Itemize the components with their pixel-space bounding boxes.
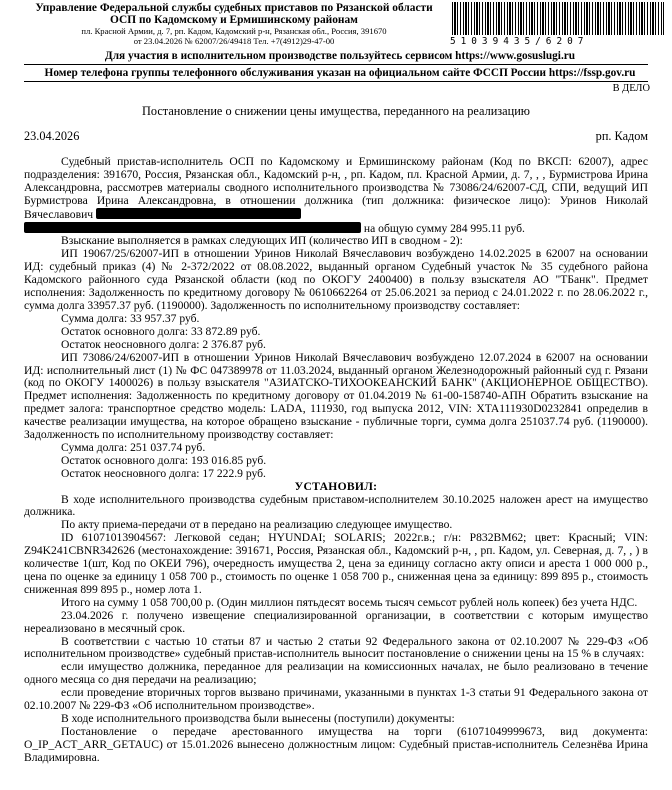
- ip1-main-debt: Остаток основного долга: 33 872.89 руб.: [61, 324, 261, 338]
- case1-paragraph: если имущество должника, переданное для реализации на комиссионных началах, не было реализовано в течение одного месяца со дня передачи на реализацию;: [24, 660, 648, 687]
- organization-header: [24, 2, 444, 46]
- law-paragraph: В соответствии с частью 10 статьи 87 и частью 2 статьи 92 Федерального закона от 02.10.2007 № 229-ФЗ «Об исполнительном производстве» судебный пристав-исполнитель выносит постановление о снижении цены на 15 % в случаях:: [24, 634, 648, 661]
- ip-count-paragraph: Взыскание выполняется в рамках следующих ИП (количество ИП в сводном - 2):: [61, 234, 463, 248]
- org-address: пл. Красной Армии, д. 7, рп. Кадом, Кадомский р-н, Рязанская обл., Россия, 391670: [81, 26, 387, 37]
- notice-received-paragraph: 23.04.2026 г. получено извещение специализированной организации, в соответствии с которым имущество нереализовано в месячный срок.: [24, 608, 648, 635]
- document-title: Постановление о снижении цены имущества, переданного на реализацию: [142, 104, 530, 118]
- v-delo-mark: В ДЕЛО: [612, 83, 650, 94]
- arrest-paragraph: В ходе исполнительного производства судебным приставом-исполнителем 30.10.2025 наложен арест на имущество должника.: [24, 492, 648, 519]
- gosuslugi-notice: Для участия в исполнительном производстве пользуйтесь сервисом https://www.gosuslugi.ru: [104, 50, 576, 62]
- case2-paragraph: если проведение вторичных торгов вызвано причинами, указанными в пунктах 1-3 статьи 91 Федерального закона от 02.10.2007 № 229-ФЗ «Об исполнительном производстве».: [24, 686, 648, 713]
- document-place: рп. Кадом: [595, 129, 648, 143]
- ip2-main-debt: Остаток основного долга: 193 016.85 руб.: [61, 453, 267, 467]
- barcode: [450, 2, 670, 48]
- redacted-block: [96, 208, 301, 219]
- barcode-number: 51039435/6207: [450, 36, 589, 47]
- org-name-line2: ОСП по Кадомскому и Ермишинскому районам: [110, 14, 358, 27]
- intro-paragraph: Судебный пристав-исполнитель ОСП по Кадомскому и Ермишинскому районам (Код по ВКСП: 62007), адрес подразделения: 391670, Россия, Рязанская обл., Кадомский р-н, , рп. Кадом, пл. Красной Армии, д. 7, , , Бурмистрова Ирина Александровна, рассмотрев материалы сводного исполнительного производства № 73086/24/62007-СД, СПИ, ведущий ИП Бурмистрова Ирина Александровна, в отношении должника (тип должника: физическое лицо): Уринов Николай Вячеславович на общую сумму 284 995.11 руб.: [24, 155, 648, 235]
- divider: [24, 81, 648, 82]
- divider: [24, 64, 648, 65]
- decree-paragraph: Постановление о передаче арестованного имущества на торги (61071049999673, вид документа: O_IP_ACT_ARR_GETAUC) от 15.01.2026 вынесено должностным лицом: Судебный пристав-исполнитель Селезнёва Ирина Владимировна.: [24, 724, 648, 764]
- property-paragraph: ID 61071013904567: Легковой седан; HYUNDAI; SOLARIS; 2022г.в.; г/н: Р832ВМ62; цвет: Красный; VIN: Z94K241CBNR342626 (местонахождение: 391671, Россия, Рязанская обл., Кадомский р-н, , рп. Кадом, ул. Северная, д. 7, , ) в количестве 1(шт, Код по ОКЕИ 796), очередность имущества 2, цена за единицу согласно акту описи и ареста 1 000 000 р., цена по оценке за единицу 1 058 700 р., стоимость по оценке 1 058 700 р., сниженная цена за единицу: 899 895 р., стоимость сниженная 899 895 р., номер лота 1.: [24, 531, 648, 596]
- ip2-nonmain-debt: Остаток неосновного долга: 17 222.9 руб.: [61, 466, 266, 480]
- documents-paragraph: В ходе исполнительного производства были вынесены (поступили) документы:: [61, 711, 455, 725]
- document-reference: от 23.04.2026 № 62007/26/49418 Тел. +7(4912)29-47-00: [133, 36, 335, 47]
- total-paragraph: Итого на сумму 1 058 700,00 р. (Один миллион пятьдесят восемь тысяч семьсот рублей ноль копеек) без учета НДС.: [61, 595, 638, 609]
- ip1-debt-amount: Сумма долга: 33 957.37 руб.: [61, 311, 200, 325]
- document-body: [24, 156, 648, 765]
- ip2-debt-amount: Сумма долга: 251 037.74 руб.: [61, 440, 206, 454]
- transfer-paragraph: По акту приема-передачи от в передано на реализацию следующее имущество.: [61, 518, 453, 532]
- org-name-line1: Управление Федеральной службы судебных приставов по Рязанской области: [35, 2, 433, 14]
- phone-notice: Номер телефона группы телефонного обслуживания указан на официальном сайте ФССП России https://fssp.gov.ru: [44, 67, 636, 79]
- redacted-block: [24, 222, 361, 233]
- ip2-paragraph: ИП 73086/24/62007-ИП в отношении Уринов Николай Вячеславович возбуждено 12.07.2024 в 62007 на основании ИД: исполнительный лист (1) № ФС 047389978 от 11.03.2024, выданный органом Железнодорожный районный суд г. Рязани (код по ОКОГУ 1400026) в пользу взыскателя "АЗИАТСКО-ТИХООКЕАНСКИЙ БАНК" (АКЦИОНЕРНОЕ ОБЩЕСТВО). Предмет исполнения: Задолженность по кредитному договору от 01.04.2019 № 61-00-158740-АПН Обратить взыскание на предмет залога: транспортное средство модель: LADA, 111930, год выпуска 2012, VIN: XTA111930D0232841 определив в качестве реализации имущества, на которое обращено взыскание - публичные торги, сумма долга 251037.74 руб. (1190000). Задолженность по исполнительному производству составляет:: [24, 350, 648, 442]
- ip1-paragraph: ИП 19067/25/62007-ИП в отношении Уринов Николай Вячеславович возбуждено 14.02.2025 в 62007 на основании ИД: судебный приказ (4) № 2-372/2022 от 08.08.2022, выданный органом Судебный участок № 35 судебного района Кадомского районного суда Рязанской области (код по ОКОГУ 2400400) в пользу взыскателя АО "ТБанк". Предмет исполнения: Задолженность по кредитному договору № 0610662264 от 25.06.2021 за период с 24.01.2022 г. по 28.06.2022 г., сумма долга 33957.37 руб. (1190000). Задолженность по исполнительному производству составляет:: [24, 247, 648, 312]
- barcode-bars: [452, 2, 664, 35]
- section-heading-ustanovil: УСТАНОВИЛ:: [294, 479, 378, 493]
- ip1-nonmain-debt: Остаток неосновного долга: 2 376.87 руб.: [61, 337, 266, 351]
- document-date: 23.04.2026: [24, 129, 80, 143]
